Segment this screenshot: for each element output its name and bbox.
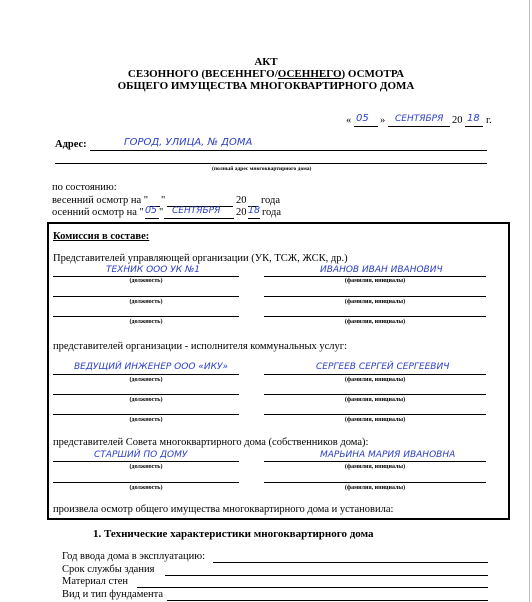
contractor-position-hint-3: (должность) (129, 417, 163, 423)
address-line-2 (55, 163, 487, 164)
selected-season: ОСЕННЕГО (277, 68, 342, 80)
contractor-name-line-3 (264, 414, 486, 415)
spring-year-prefix: 20 (236, 195, 247, 206)
contractor-name-line-1 (264, 374, 486, 375)
council-position-value: СТАРШИЙ ПО ДОМУ (94, 450, 188, 460)
date-month-value: СЕНТЯБРЯ (395, 114, 444, 124)
contractor-name-hint-1: (фамилия, инициалы) (344, 377, 406, 383)
council-position-hint-2: (должность) (129, 485, 163, 491)
autumn-month-value: СЕНТЯБРЯ (172, 206, 221, 216)
section1-field-2-line (165, 575, 488, 576)
council-position-hint-1: (должность) (129, 464, 163, 470)
section1-field-3-line (137, 587, 488, 588)
section1-field-1-line (213, 562, 488, 563)
council-name-hint-2: (фамилия, инициалы) (344, 485, 406, 491)
contractor-position-value: ВЕДУЩИЙ ИНЖЕНЕР ООО «ИКУ» (74, 362, 228, 372)
date-day-value: 05 (356, 113, 369, 124)
org-name-hint-3: (фамилия, инициалы) (344, 319, 406, 325)
org-position-line-2 (53, 296, 239, 297)
org-position-line-1 (53, 276, 239, 277)
section1-field-2-label: Срок службы здания (62, 564, 155, 575)
org-name-hint-1: (фамилия, инициалы) (344, 278, 406, 284)
date-day-line (354, 126, 378, 127)
doc-title: АКТ (254, 56, 278, 68)
address-line-1 (90, 150, 487, 151)
date-open-quote: « (346, 115, 352, 126)
date-month-line (388, 126, 450, 127)
date-year-line (465, 126, 483, 127)
address-value: ГОРОД, УЛИЦА, № ДОМА (124, 137, 253, 148)
section1-field-3-label: Материал стен (62, 576, 128, 587)
date-year-prefix: 20 (452, 115, 463, 126)
section1-field-4-label: Вид и тип фундамента (62, 589, 164, 600)
spring-label: весенний осмотр на " (52, 195, 149, 206)
autumn-mid: " (159, 207, 164, 218)
council-name-value: МАРЬИНА МАРИЯ ИВАНОВНА (320, 450, 456, 460)
contractor-position-hint-2: (должность) (129, 397, 163, 403)
spring-year-word: года (261, 195, 280, 206)
org-name-line-3 (264, 316, 486, 317)
contractor-name-hint-2: (фамилия, инициалы) (344, 397, 406, 403)
date-year-value: 18 (467, 113, 480, 124)
org-position-hint-3: (должность) (129, 319, 163, 325)
commission-conclusion: произвела осмотр общего имущества многоквартирного дома и установила: (53, 504, 394, 515)
contractor-position-line-2 (53, 394, 239, 395)
address-label: Адрес: (55, 139, 87, 150)
doc-subtitle-2: ОБЩЕГО ИМУЩЕСТВА МНОГОКВАРТИРНОГО ДОМА (117, 80, 415, 92)
org-name-line-1 (264, 276, 486, 277)
council-position-line-2 (53, 482, 239, 483)
autumn-year-value: 18 (248, 205, 261, 216)
org-name-line-2 (264, 296, 486, 297)
autumn-year-line (248, 218, 260, 219)
council-name-line-1 (264, 461, 486, 462)
doc-subtitle: СЕЗОННОГО (ВЕСЕННЕГО/ОСЕННЕГО) ОСМОТРА (127, 68, 405, 80)
contractor-name-line-2 (264, 394, 486, 395)
contractor-position-hint-1: (должность) (129, 377, 163, 383)
section1-field-1-label: Год ввода дома в эксплуатацию: (62, 551, 206, 562)
section1-heading: 1. Технические характеристики многоквартирного дома (93, 528, 374, 540)
section1-field-4-line (167, 600, 488, 601)
org-position-line-3 (53, 316, 239, 317)
contractor-position-line-1 (53, 374, 239, 375)
autumn-day-value: 05 (145, 205, 158, 216)
date-close-quote: » (380, 115, 386, 126)
autumn-year-prefix: 20 (236, 207, 247, 218)
council-position-line-1 (53, 461, 239, 462)
contractor-name-hint-3: (фамилия, инициалы) (344, 417, 406, 423)
org-position-hint-2: (должность) (129, 299, 163, 305)
date-year-word: г. (486, 115, 492, 126)
council-name-line-2 (264, 482, 486, 483)
contractor-position-line-3 (53, 414, 239, 415)
state-label: по состоянию: (52, 182, 117, 193)
commission-heading: Комиссия в составе: (53, 231, 150, 242)
council-name-hint-1: (фамилия, инициалы) (344, 464, 406, 470)
council-label: представителей Совета многоквартирного дома (собственников дома): (53, 437, 369, 448)
org-name-value: ИВАНОВ ИВАН ИВАНОВИЧ (320, 265, 443, 275)
org-position-hint-1: (должность) (129, 278, 163, 284)
autumn-label: осенний осмотр на " (52, 207, 144, 218)
contractor-label: представителей организации - исполнителя коммунальных услуг: (53, 341, 348, 352)
autumn-day-line (145, 218, 159, 219)
org-position-value: ТЕХНИК ООО УК №1 (106, 265, 201, 275)
contractor-name-value: СЕРГЕЕВ СЕРГЕЙ СЕРГЕЕВИЧ (316, 362, 450, 372)
spring-mid: " (161, 195, 166, 206)
autumn-month-line (164, 218, 234, 219)
address-hint: (полный адрес многоквартирного дома) (212, 166, 312, 172)
org-name-hint-2: (фамилия, инициалы) (344, 299, 406, 305)
org-label: Представителей управляющей организации (УК, ТСЖ, ЖСК, др.) (53, 253, 348, 264)
autumn-year-word: года (262, 207, 281, 218)
